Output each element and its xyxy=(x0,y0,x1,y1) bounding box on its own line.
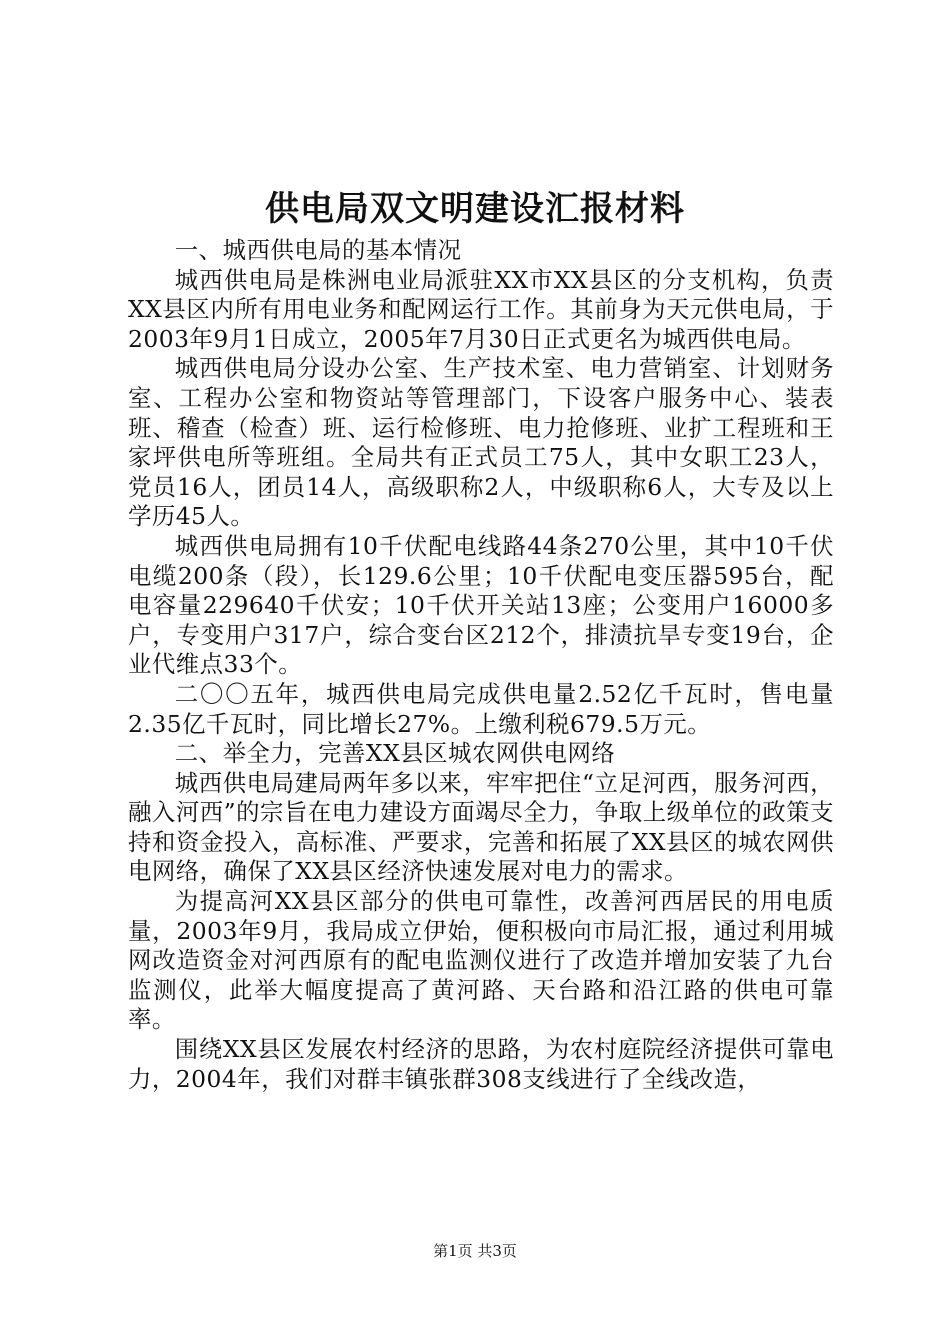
section-heading-basic-info: 一、城西供电局的基本情况 xyxy=(174,236,462,264)
paragraph-network-overview: 城西供电局建局两年多以来，牢牢把住“立足河西，服务河西，融入河西”的宗旨在电力建设方面竭尽全力，争取上级单位的政策支持和资金投入，高标准、严要求，完善和拓展了XX县区的城农网供电网络，确保了XX县区经济快速发展对电力的需求。 xyxy=(128,768,834,886)
paragraph-2005-results: 二〇〇五年，城西供电局完成供电量2.52亿千瓦时，售电量2.35亿千瓦时，同比增长27%。上缴利税679.5万元。 xyxy=(128,679,834,738)
paragraph-departments: 城西供电局分设办公室、生产技术室、电力营销室、计划财务室、工程办公室和物资站等管理部门，下设客户服务中心、装表班、稽查（检查）班、运行检修班、电力抢修班、业扩工程班和王家坪供电所等班组。全局共有正式员工75人，其中女职工23人，党员16人，团员14人，高级职称2人，中级职称6人，大专及以上学历45人。 xyxy=(128,354,834,531)
document-body xyxy=(128,236,834,1094)
paragraph-reliability: 为提高河XX县区部分的供电可靠性，改善河西居民的用电质量，2003年9月，我局成立伊始，便积极向市局汇报，通过利用城网改造资金对河西原有的配电监测仪进行了改造并增加安装了九台监测仪，此举大幅度提高了黄河路、天台路和沿江路的供电可靠率。 xyxy=(128,887,834,1034)
document-title: 供电局双文明建设汇报材料 xyxy=(265,189,685,229)
section-heading-network: 二、举全力，完善XX县区城农网供电网络 xyxy=(174,739,616,768)
page-footer: 第1页 共3页 xyxy=(433,1242,517,1260)
paragraph-rural-economy: 围绕XX县区发展农村经济的思路，为农村庭院经济提供可靠电力，2004年，我们对群丰镇张群308支线进行了全线改造， xyxy=(128,1035,834,1093)
paragraph-intro: 城西供电局是株洲电业局派驻XX市XX县区的分支机构，负责XX县区内所有用电业务和配网运行工作。其前身为天元供电局，于2003年9月1日成立，2005年7月30日正式更名为城西供电局。 xyxy=(128,265,834,353)
paragraph-facilities: 城西供电局拥有10千伏配电线路44条270公里，其中10千伏电缆200条（段），长129.6公里；10千伏配电变压器595台，配电容量229640千伏安；10千伏开关站13座；公变用户16000多户，专变用户317户，综合变台区212个，排渍抗旱专变19台，企业代维点33个。 xyxy=(128,531,834,679)
